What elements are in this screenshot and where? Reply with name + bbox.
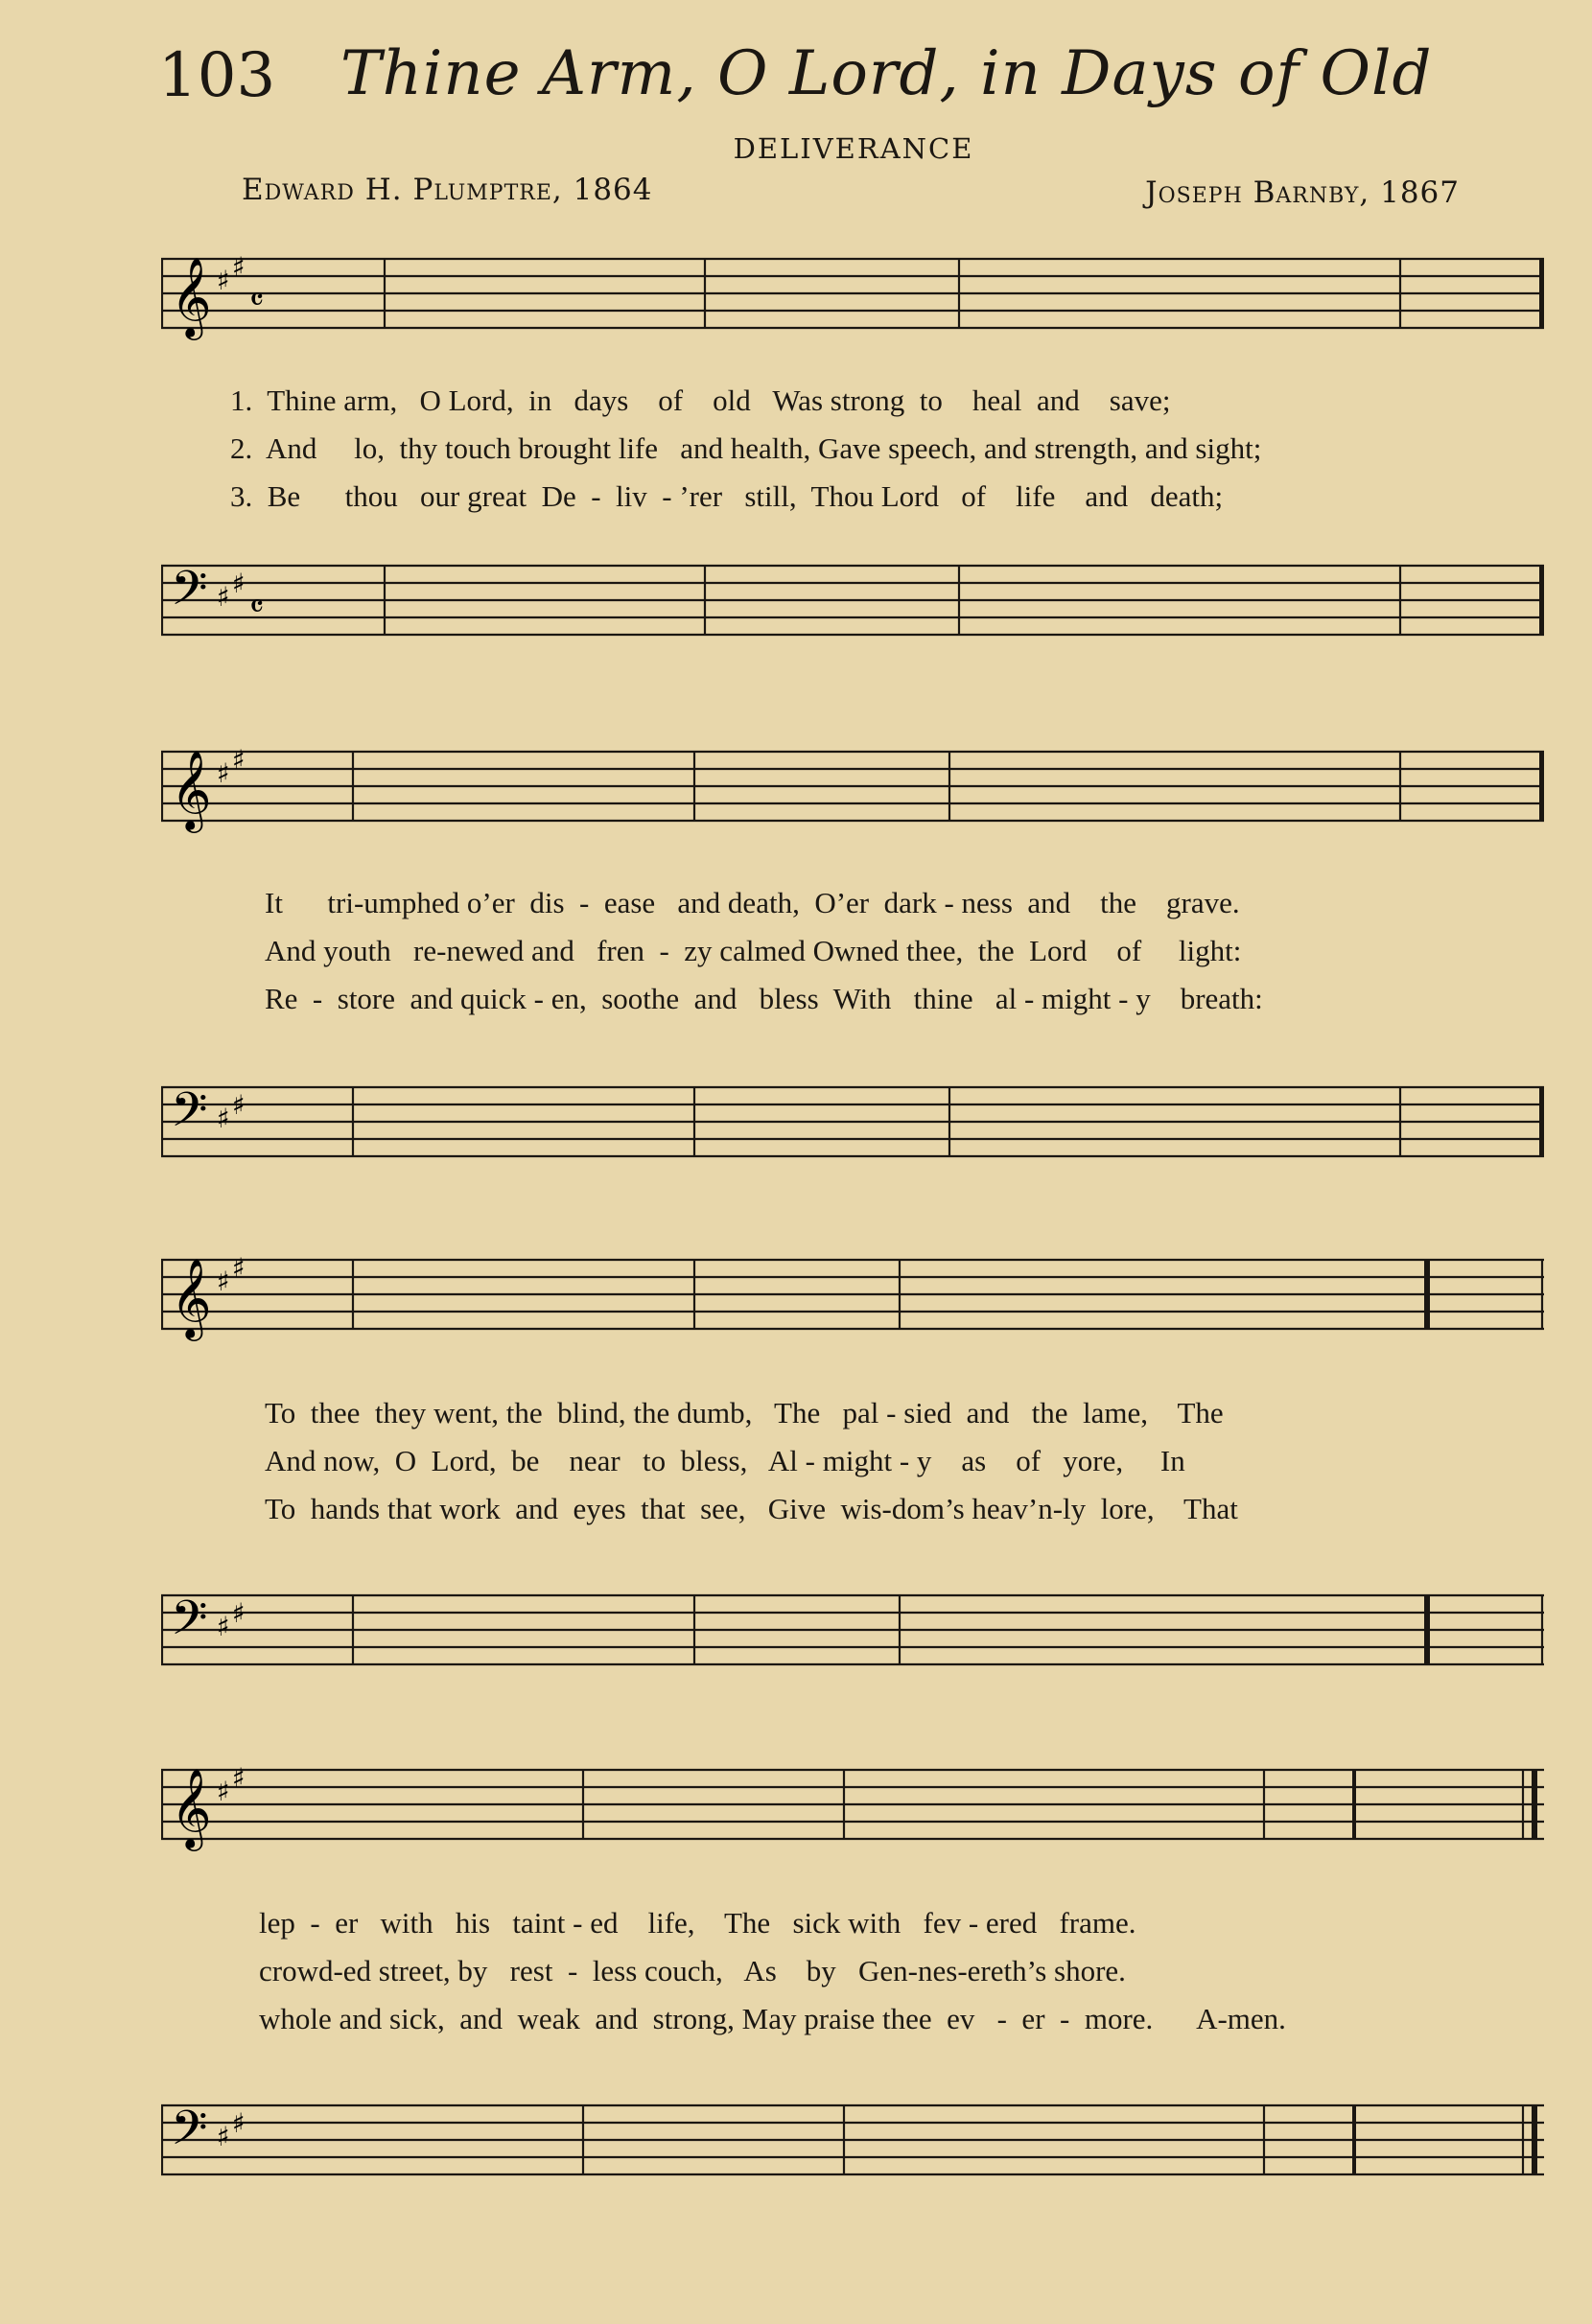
lyric-verse-3: whole and sick, and weak and strong, May praise thee ev - er - more. A-men.	[259, 2002, 1286, 2035]
svg-text:♯: ♯	[232, 1597, 246, 1629]
lyric-verse-1: lep - er with his taint - ed life, The sick with fev - ered frame.	[259, 1906, 1136, 1940]
lyric-verse-2: 2. And lo, thy touch brought life and health, Gave speech, and strength, and sight;	[230, 431, 1262, 465]
svg-text:♯: ♯	[217, 581, 230, 613]
svg-text:𝄞: 𝄞	[171, 1257, 212, 1337]
svg-text:𝄢: 𝄢	[171, 2101, 208, 2168]
bass-staff-lines	[161, 2098, 1544, 2188]
lyric-verse-2: And youth re-newed and fren - zy calmed Owned thee, the Lord of light:	[265, 934, 1242, 967]
svg-text:♯: ♯	[232, 1762, 246, 1794]
svg-text:♯: ♯	[232, 1252, 246, 1284]
svg-text:𝄞: 𝄞	[171, 256, 212, 337]
bass-staff	[161, 1080, 1544, 1170]
svg-text:♯: ♯	[217, 1103, 230, 1134]
bass-staff-lines	[161, 1080, 1544, 1170]
lyric-verse-3: 3. Be thou our great De - liv - ’rer still, Thou Lord of life and death;	[230, 479, 1224, 513]
svg-text:♯: ♯	[217, 265, 230, 296]
bass-staff	[161, 1588, 1544, 1678]
svg-text:𝄢: 𝄢	[171, 1082, 208, 1150]
svg-text:♯: ♯	[217, 757, 230, 789]
bass-staff-lines	[161, 558, 1544, 648]
treble-staff-lines	[161, 1252, 1544, 1342]
svg-text:♯: ♯	[232, 251, 246, 283]
composer-credit: Joseph Barnby, 1867	[1145, 175, 1460, 210]
svg-text:♯: ♯	[217, 1776, 230, 1807]
svg-text:♯: ♯	[232, 1089, 246, 1121]
lyric-verse-3: Re - store and quick - en, soothe and bless With thine al - might - y breath:	[265, 982, 1263, 1015]
treble-staff	[161, 1252, 1544, 1342]
bass-staff	[161, 2098, 1544, 2188]
svg-text:𝄞: 𝄞	[171, 1767, 212, 1848]
treble-staff-lines	[161, 1762, 1544, 1852]
svg-text:♯: ♯	[217, 2121, 230, 2152]
author-credit: Edward H. Plumptre, 1864	[242, 173, 653, 207]
lyric-verse-2: And now, O Lord, be near to bless, Al - might - y as of yore, In	[265, 1444, 1185, 1477]
svg-text:𝄞: 𝄞	[171, 749, 212, 829]
treble-staff	[161, 744, 1544, 834]
tune-name: DELIVERANCE	[733, 132, 974, 165]
treble-staff-lines	[161, 744, 1544, 834]
hymn-number: 103	[158, 40, 276, 111]
lyric-verse-2: crowd-ed street, by rest - less couch, As by Gen-nes-ereth’s shore.	[259, 1954, 1126, 1987]
hymn-title: Thine Arm, O Lord, in Days of Old	[340, 38, 1433, 109]
lyric-verse-1: To thee they went, the blind, the dumb, The pal - sied and the lame, The	[265, 1396, 1224, 1429]
lyric-verse-1: It tri-umphed o’er dis - ease and death, O’er dark - ness and the grave.	[265, 886, 1240, 919]
bass-staff	[161, 558, 1544, 648]
lyric-verse-3: To hands that work and eyes that see, Give wis-dom’s heav’n-ly lore, That	[265, 1492, 1238, 1525]
svg-text:𝄴: 𝄴	[249, 588, 265, 626]
treble-staff	[161, 251, 1544, 341]
svg-text:♯: ♯	[217, 1611, 230, 1642]
svg-text:♯: ♯	[232, 568, 246, 599]
svg-text:𝄢: 𝄢	[171, 1591, 208, 1658]
bass-staff-lines	[161, 1588, 1544, 1678]
lyric-verse-1: 1. Thine arm, O Lord, in days of old Was strong to heal and save;	[230, 383, 1171, 417]
svg-text:♯: ♯	[217, 1266, 230, 1297]
svg-text:𝄴: 𝄴	[249, 281, 265, 319]
treble-staff	[161, 1762, 1544, 1852]
svg-text:♯: ♯	[232, 2107, 246, 2139]
svg-text:♯: ♯	[232, 744, 246, 776]
treble-staff-lines	[161, 251, 1544, 341]
svg-text:𝄢: 𝄢	[171, 561, 208, 628]
